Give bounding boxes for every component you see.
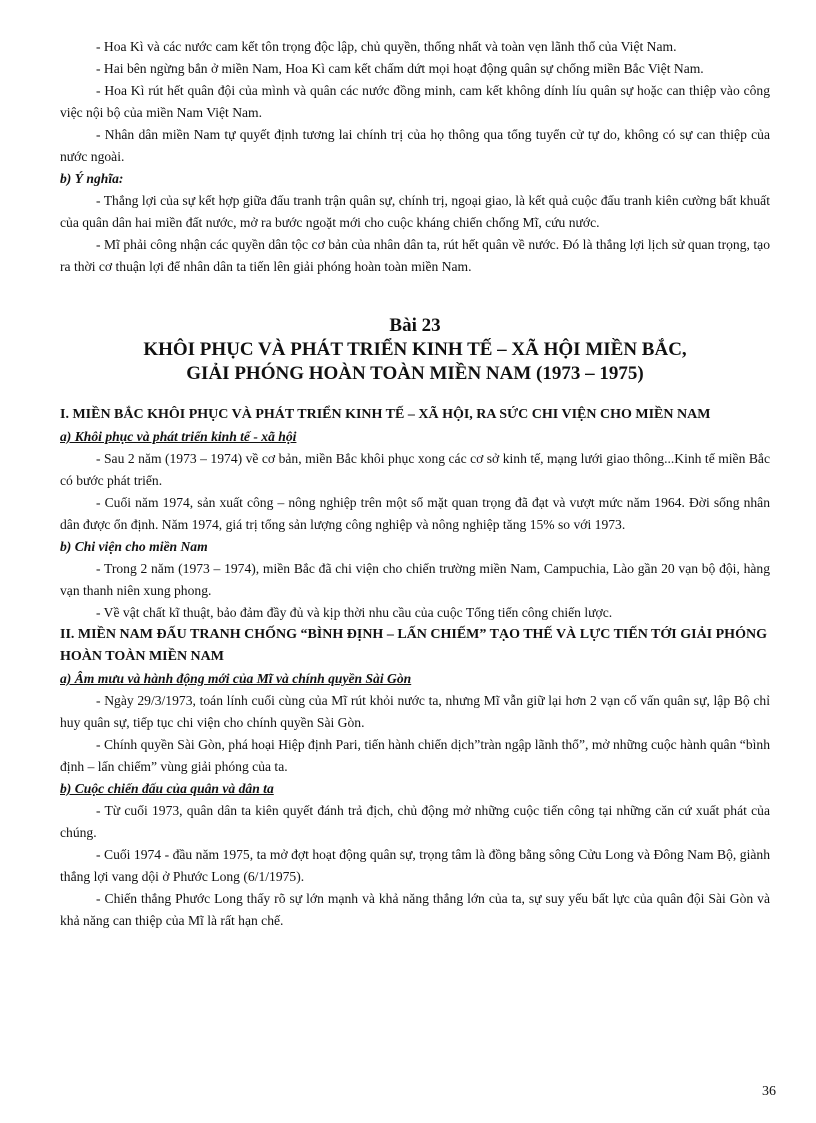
lesson-number: Bài 23 [389,315,441,336]
paragraph: - Cuối năm 1974, sản xuất công – nông nghiệp trên một số mặt quan trọng đã đạt và vượt mức năm 1964. Đời sống nhân dân được ổn định. Năm 1974, giá trị tổng sản lượng công nghiệp và nông nghiệp tăng 15% so với 1973. [60,495,770,532]
paragraph: - Thắng lợi của sự kết hợp giữa đấu tranh trận quân sự, chính trị, ngoại giao, là kết quả cuộc đấu tranh kiên cường bất khuất của quân dân hai miền đất nước, mở ra bước ngoặt mới cho cuộc kháng chiến chống Mĩ, cứu nước. [60,193,770,230]
subheading-1a: a) Khôi phục và phát triển kinh tế - xã hội [60,429,297,444]
document-page [60,36,770,932]
paragraph: - Ngày 29/3/1973, toán lính cuối cùng của Mĩ rút khỏi nước ta, nhưng Mĩ vẫn giữ lại hơn 2 vạn cố vấn quân sự, lập Bộ chỉ huy quân sự, tiếp tục chi viện cho chính quyền Sài Gòn. [60,693,770,730]
lesson-title-line-1: KHÔI PHỤC VÀ PHÁT TRIỂN KINH TẾ – XÃ HỘI MIỀN BẮC, [143,339,687,360]
paragraph: - Từ cuối 1973, quân dân ta kiên quyết đánh trả địch, chủ động mở những cuộc tiến công tại những căn cứ xuất phát của chúng. [60,803,770,840]
paragraph: - Hoa Kì và các nước cam kết tôn trọng độc lập, chủ quyền, thống nhất và toàn vẹn lãnh thổ của Việt Nam. [96,39,677,54]
section-heading-2: II. MIỀN NAM ĐẤU TRANH CHỐNG “BÌNH ĐỊNH – LẤN CHIẾM” TẠO THẾ VÀ LỰC TIẾN TỚI GIẢI PHÓNG HOÀN TOÀN MIỀN NAM [60,627,767,664]
lesson-title-line-2: GIẢI PHÓNG HOÀN TOÀN MIỀN NAM (1973 – 1975) [186,363,644,384]
subheading-2a: a) Âm mưu và hành động mới của Mĩ và chính quyền Sài Gòn [60,671,412,686]
paragraph: - Trong 2 năm (1973 – 1974), miền Bắc đã chi viện cho chiến trường miền Nam, Campuchia, Lào gần 20 vạn bộ đội, hàng vạn thanh niên xung phong. [60,561,770,598]
subheading-y-nghia: b) Ý nghĩa: [60,171,124,186]
paragraph: - Chiến thắng Phước Long thấy rõ sự lớn mạnh và khả năng thắng lớn của ta, sự suy yếu bất lực của quân đội Sài Gòn và khả năng can thiệp của Mĩ là rất hạn chế. [60,891,770,928]
paragraph: - Cuối 1974 - đầu năm 1975, ta mở đợt hoạt động quân sự, trọng tâm là đồng bằng sông Cửu Long và Đông Nam Bộ, giành thắng lợi vang dội ở Phước Long (6/1/1975). [60,847,770,884]
paragraph: - Về vật chất kĩ thuật, bảo đảm đầy đủ và kịp thời nhu cầu của cuộc Tổng tiến công chiến lược. [96,605,613,620]
paragraph: - Chính quyền Sài Gòn, phá hoại Hiệp định Pari, tiến hành chiến dịch”tràn ngập lãnh thổ”, mở những cuộc hành quân “bình định – lấn chiếm” vùng giải phóng của ta. [60,737,770,774]
subheading-2b: b) Cuộc chiến đấu của quân và dân ta [60,781,274,796]
paragraph: - Nhân dân miền Nam tự quyết định tương lai chính trị của họ thông qua tổng tuyển cử tự do, không có sự can thiệp của nước ngoài. [60,127,770,164]
paragraph: - Hai bên ngừng bắn ở miền Nam, Hoa Kì cam kết chấm dứt mọi hoạt động quân sự chống miền Bắc Việt Nam. [96,61,704,76]
paragraph: - Mĩ phải công nhận các quyền dân tộc cơ bản của nhân dân ta, rút hết quân về nước. Đó là thắng lợi lịch sử quan trọng, tạo ra thời cơ thuận lợi để nhân dân ta tiến lên giải phóng hoàn toàn miền Nam. [60,237,770,274]
section-heading-1: I. MIỀN BẮC KHÔI PHỤC VÀ PHÁT TRIỂN KINH TẾ – XÃ HỘI, RA SỨC CHI VIỆN CHO MIỀN NAM [60,407,711,422]
paragraph: - Hoa Kì rút hết quân đội của mình và quân các nước đồng minh, cam kết không dính líu quân sự hoặc can thiệp vào công việc nội bộ của miền Nam Việt Nam. [60,83,770,120]
page-number: 36 [762,1084,776,1099]
subheading-1b: b) Chi viện cho miền Nam [60,539,208,554]
paragraph: - Sau 2 năm (1973 – 1974) về cơ bản, miền Bắc khôi phục xong các cơ sở kinh tế, mạng lưới giao thông...Kinh tế miền Bắc có bước phát triển. [60,451,770,488]
